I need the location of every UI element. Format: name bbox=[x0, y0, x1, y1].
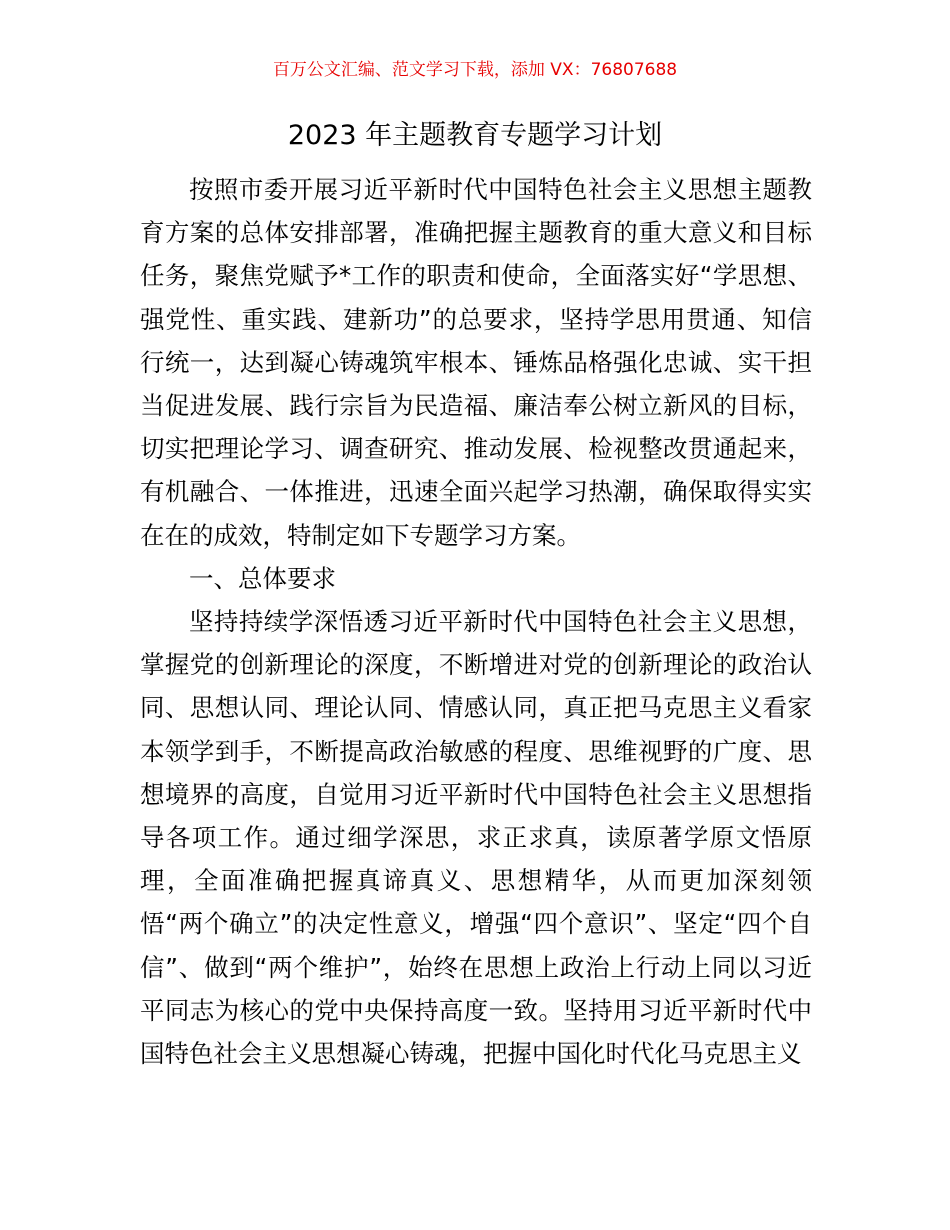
page-title: 2023 年主题教育专题学习计划 bbox=[287, 120, 663, 151]
intro-paragraph: 按照市委开展习近平新时代中国特色社会主义思想主题教育方案的总体安排部署，准确把握主题教育的重大意义和目标任务，聚焦党赋予*工作的职责和使命，全面落实好“学思想、强党性、重实践、建新功”的总要求，坚持学思用贯通、知信行统一，达到凝心铸魂筑牢根本、锤炼品格强化忠诚、实干担当促进发展、践行宗旨为民造福、廉洁奉公树立新风的目标，切实把理论学习、调查研究、推动发展、检视整改贯通起来，有机融合、一体推进，迅速全面兴起学习热潮，确保取得实实在在的成效，特制定如下专题学习方案。 bbox=[140, 175, 812, 550]
section-heading-general-requirements: 一、总体要求 bbox=[189, 563, 336, 593]
section-body-paragraph: 坚持持续学深悟透习近平新时代中国特色社会主义思想，掌握党的创新理论的深度，不断增进对党的创新理论的政治认同、思想认同、理论认同、情感认同，真正把马克思主义看家本领学到手，不断提高政治敏感的程度、思维视野的广度、思想境界的高度，自觉用习近平新时代中国特色社会主义思想指导各项工作。通过细学深思，求正求真，读原著学原文悟原理，全面准确把握真谛真义、思想精华，从而更加深刻领悟“两个确立”的决定性意义，增强“四个意识”、坚定“四个自信”、做到“两个维护”，始终在思想上政治上行动上同以习近平同志为核心的党中央保持高度一致。坚持用习近平新时代中国特色社会主义思想凝心铸魂，把握中国化时代化马克思主义 bbox=[140, 607, 812, 1069]
document-body bbox=[140, 168, 812, 1075]
header-watermark-note: 百万公文汇编、范文学习下载，添加 VX：76807688 bbox=[272, 60, 678, 80]
